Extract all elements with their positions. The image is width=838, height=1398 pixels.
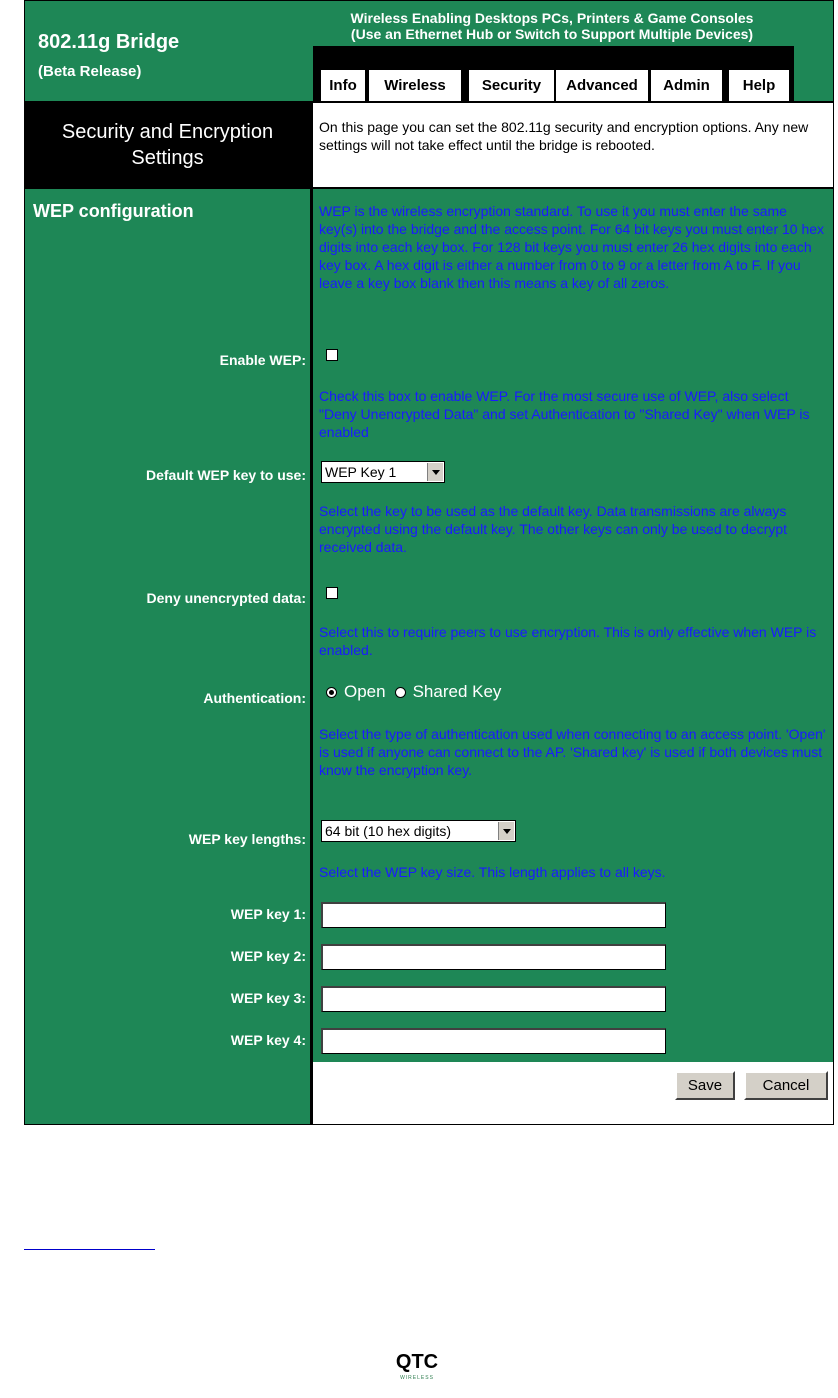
wep-key-4-label: WEP key 4: [230,1032,306,1048]
wep-config-heading: WEP configuration [33,201,194,221]
labels-column [25,189,310,1124]
key-length-desc: Select the WEP key size. This length applies to all keys. [319,864,666,880]
key-length-value: 64 bit (10 hex digits) [325,823,452,839]
default-key-value: WEP Key 1 [325,464,397,480]
footer-link-underline[interactable] [24,1249,155,1250]
tab-security[interactable]: Security [469,70,554,101]
authentication-radio-group [326,682,501,702]
section-description: On this page you can set the 802.11g security and encryption options. Any new settings will not take effect until the bridge is rebooted. [319,119,809,153]
enable-wep-label: Enable WEP: [219,352,306,368]
tagline-line-2: (Use an Ethernet Hub or Switch to Support Multiple Devices) [350,26,754,42]
tab-admin[interactable]: Admin [651,70,722,101]
default-key-label: Default WEP key to use: [145,467,306,483]
save-button[interactable]: Save [675,1071,735,1100]
qtc-logo-mark [386,1348,448,1384]
tab-info[interactable]: Info [321,70,365,101]
auth-shared-label: Shared Key [412,682,502,701]
tagline [287,10,817,42]
key-lengths-label: WEP key lengths: [188,831,306,847]
default-key-desc: Select the key to be used as the default key. Data transmissions are always encrypted using the default key. The other keys can only be used to decrypt received data. [319,503,787,555]
chevron-down-icon [498,822,514,840]
section-title-line-2: Settings [131,147,204,169]
tab-wireless[interactable]: Wireless [369,70,461,101]
auth-open-radio[interactable] [326,687,337,698]
product-subtitle: (Beta Release) [38,63,142,80]
chevron-down-icon [427,463,443,481]
authentication-desc: Select the type of authentication used when connecting to an access point. 'Open' is used if anyone can connect to the AP. 'Shared key' is used if both devices must know the encryption key. [319,726,826,778]
wep-key-2-input[interactable] [321,944,666,970]
wep-key-4-input[interactable] [321,1028,666,1054]
default-key-select[interactable] [321,461,445,483]
tab-advanced[interactable]: Advanced [556,70,648,101]
product-title: 802.11g Bridge [38,31,180,53]
section-title-line-1: Security and Encryption [61,121,274,143]
tagline-line-1: Wireless Enabling Desktops PCs, Printers & Game Consoles [350,10,754,26]
wep-key-3-input[interactable] [321,986,666,1012]
wep-key-1-input[interactable] [321,902,666,928]
logo-subtext: WIRELESS [400,1375,434,1381]
deny-unencrypted-checkbox[interactable] [326,587,338,599]
button-bar [313,1062,833,1124]
wep-intro-text: WEP is the wireless encryption standard. To use it you must enter the same key(s) into the bridge and the access point. For 64 bit keys you must enter 10 hex digits into each key box. For 128 bit keys you must enter 26 hex digits into each key box. A hex digit is either a number from 0 to 9 or a letter from A to F. If you leave a key box blank then this means a key of all zeros. [319,203,825,291]
cancel-button[interactable]: Cancel [744,1071,828,1100]
section-title [25,103,310,187]
section-description-box [313,103,833,187]
wep-key-3-label: WEP key 3: [230,990,306,1006]
logo-text: QTC [395,1351,439,1373]
key-length-select[interactable] [321,820,516,842]
auth-shared-radio[interactable] [395,687,406,698]
wep-key-2-label: WEP key 2: [230,948,306,964]
deny-unencrypted-label: Deny unencrypted data: [146,590,306,606]
enable-wep-checkbox[interactable] [326,349,338,361]
deny-unencrypted-desc: Select this to require peers to use encryption. This is only effective when WEP is enabled. [319,624,817,658]
controls-column [313,189,833,1124]
enable-wep-desc: Check this box to enable WEP. For the most secure use of WEP, also select "Deny Unencrypted Data" and set Authentication to "Shared Key" when WEP is enabled [319,388,810,440]
authentication-label: Authentication: [203,690,306,706]
qtc-logo [386,1348,448,1384]
bridge-config-panel [24,0,834,1125]
auth-open-label: Open [344,682,386,701]
tab-help[interactable]: Help [729,70,789,101]
wep-key-1-label: WEP key 1: [230,906,306,922]
